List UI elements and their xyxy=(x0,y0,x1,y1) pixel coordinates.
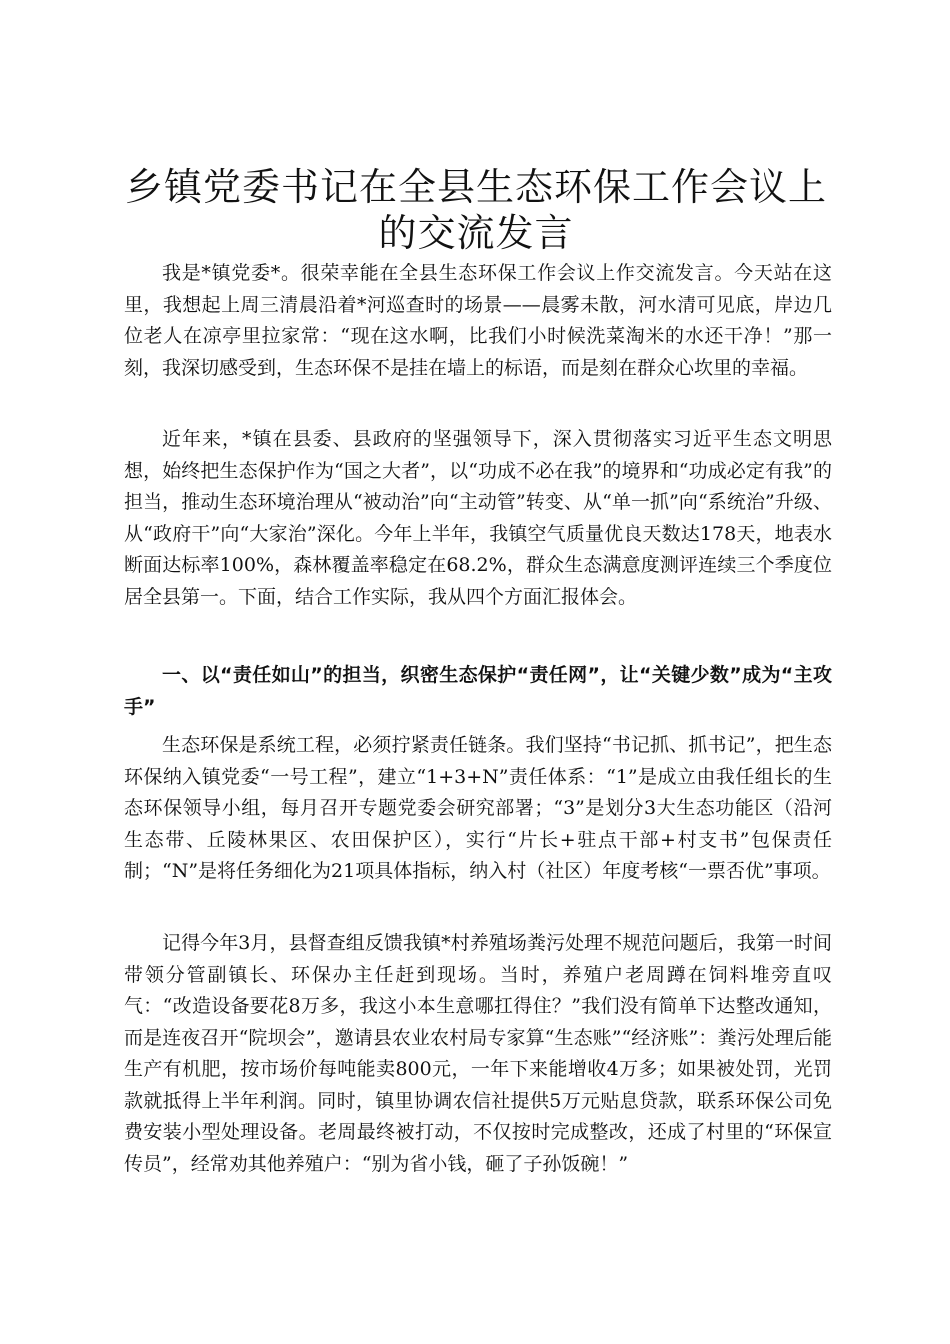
document-title: 乡镇党委书记在全县生态环保工作会议上的交流发言 xyxy=(124,165,827,255)
section-heading-1: 一、以“责任如山”的担当，织密生态保护“责任网”，让“关键少数”成为“主攻手” xyxy=(124,664,832,718)
paragraph-opening: 我是*镇党委*。很荣幸能在全县生态环保工作会议上作交流发言。今天站在这里，我想起上周三清晨沿着*河巡查时的场景——晨雾未散，河水清可见底，岸边几位老人在凉亭里拉家常：“现在这水啊，比我们小时候洗菜淘米的水还干净！”那一刻，我深切感受到，生态环保不是挂在墙上的标语，而是刻在群众心坎里的幸福。 xyxy=(124,262,832,379)
paragraph-overview: 近年来，*镇在县委、县政府的坚强领导下，深入贯彻落实习近平生态文明思想，始终把生态保护作为“国之大者”，以“功成不必在我”的境界和“功成必定有我”的担当，推动生态环境治理从“被动治”向“主动管”转变、从“单一抓”向“系统治”升级、从“政府干”向“大家治”深化。今年上半年，我镇空气质量优良天数达178天，地表水断面达标率100%，森林覆盖率稳定在68.2%，群众生态满意度测评连续三个季度位居全县第一。下面，结合工作实际，我从四个方面汇报体会。 xyxy=(124,428,832,608)
paragraph-case-story: 记得今年3月，县督查组反馈我镇*村养殖场粪污处理不规范问题后，我第一时间带领分管副镇长、环保办主任赶到现场。当时，养殖户老周蹲在饲料堆旁直叹气：“改造设备要花8万多，我这小本生意哪扛得住？”我们没有简单下达整改通知，而是连夜召开“院坝会”，邀请县农业农村局专家算“生态账”“经济账”：粪污处理后能生产有机肥，按市场价每吨能卖800元，一年下来能增收4万多；如果被处罚，光罚款就抵得上半年利润。同时，镇里协调农信社提供5万元贴息贷款，联系环保公司免费安装小型处理设备。老周最终被打动，不仅按时完成整改，还成了村里的“环保宣传员”，经常劝其他养殖户：“别为省小钱，砸了子孙饭碗！” xyxy=(124,932,832,1175)
paragraph-responsibility: 生态环保是系统工程，必须拧紧责任链条。我们坚持“书记抓、抓书记”，把生态环保纳入镇党委“一号工程”，建立“1+3+N”责任体系：“1”是成立由我任组长的生态环保领导小组，每月召开专题党委会研究部署；“3”是划分3大生态功能区（沿河生态带、丘陵林果区、农田保护区），实行“片长+驻点干部+村支书”包保责任制；“N”是将任务细化为21项具体指标，纳入村（社区）年度考核“一票否优”事项。 xyxy=(124,734,832,882)
